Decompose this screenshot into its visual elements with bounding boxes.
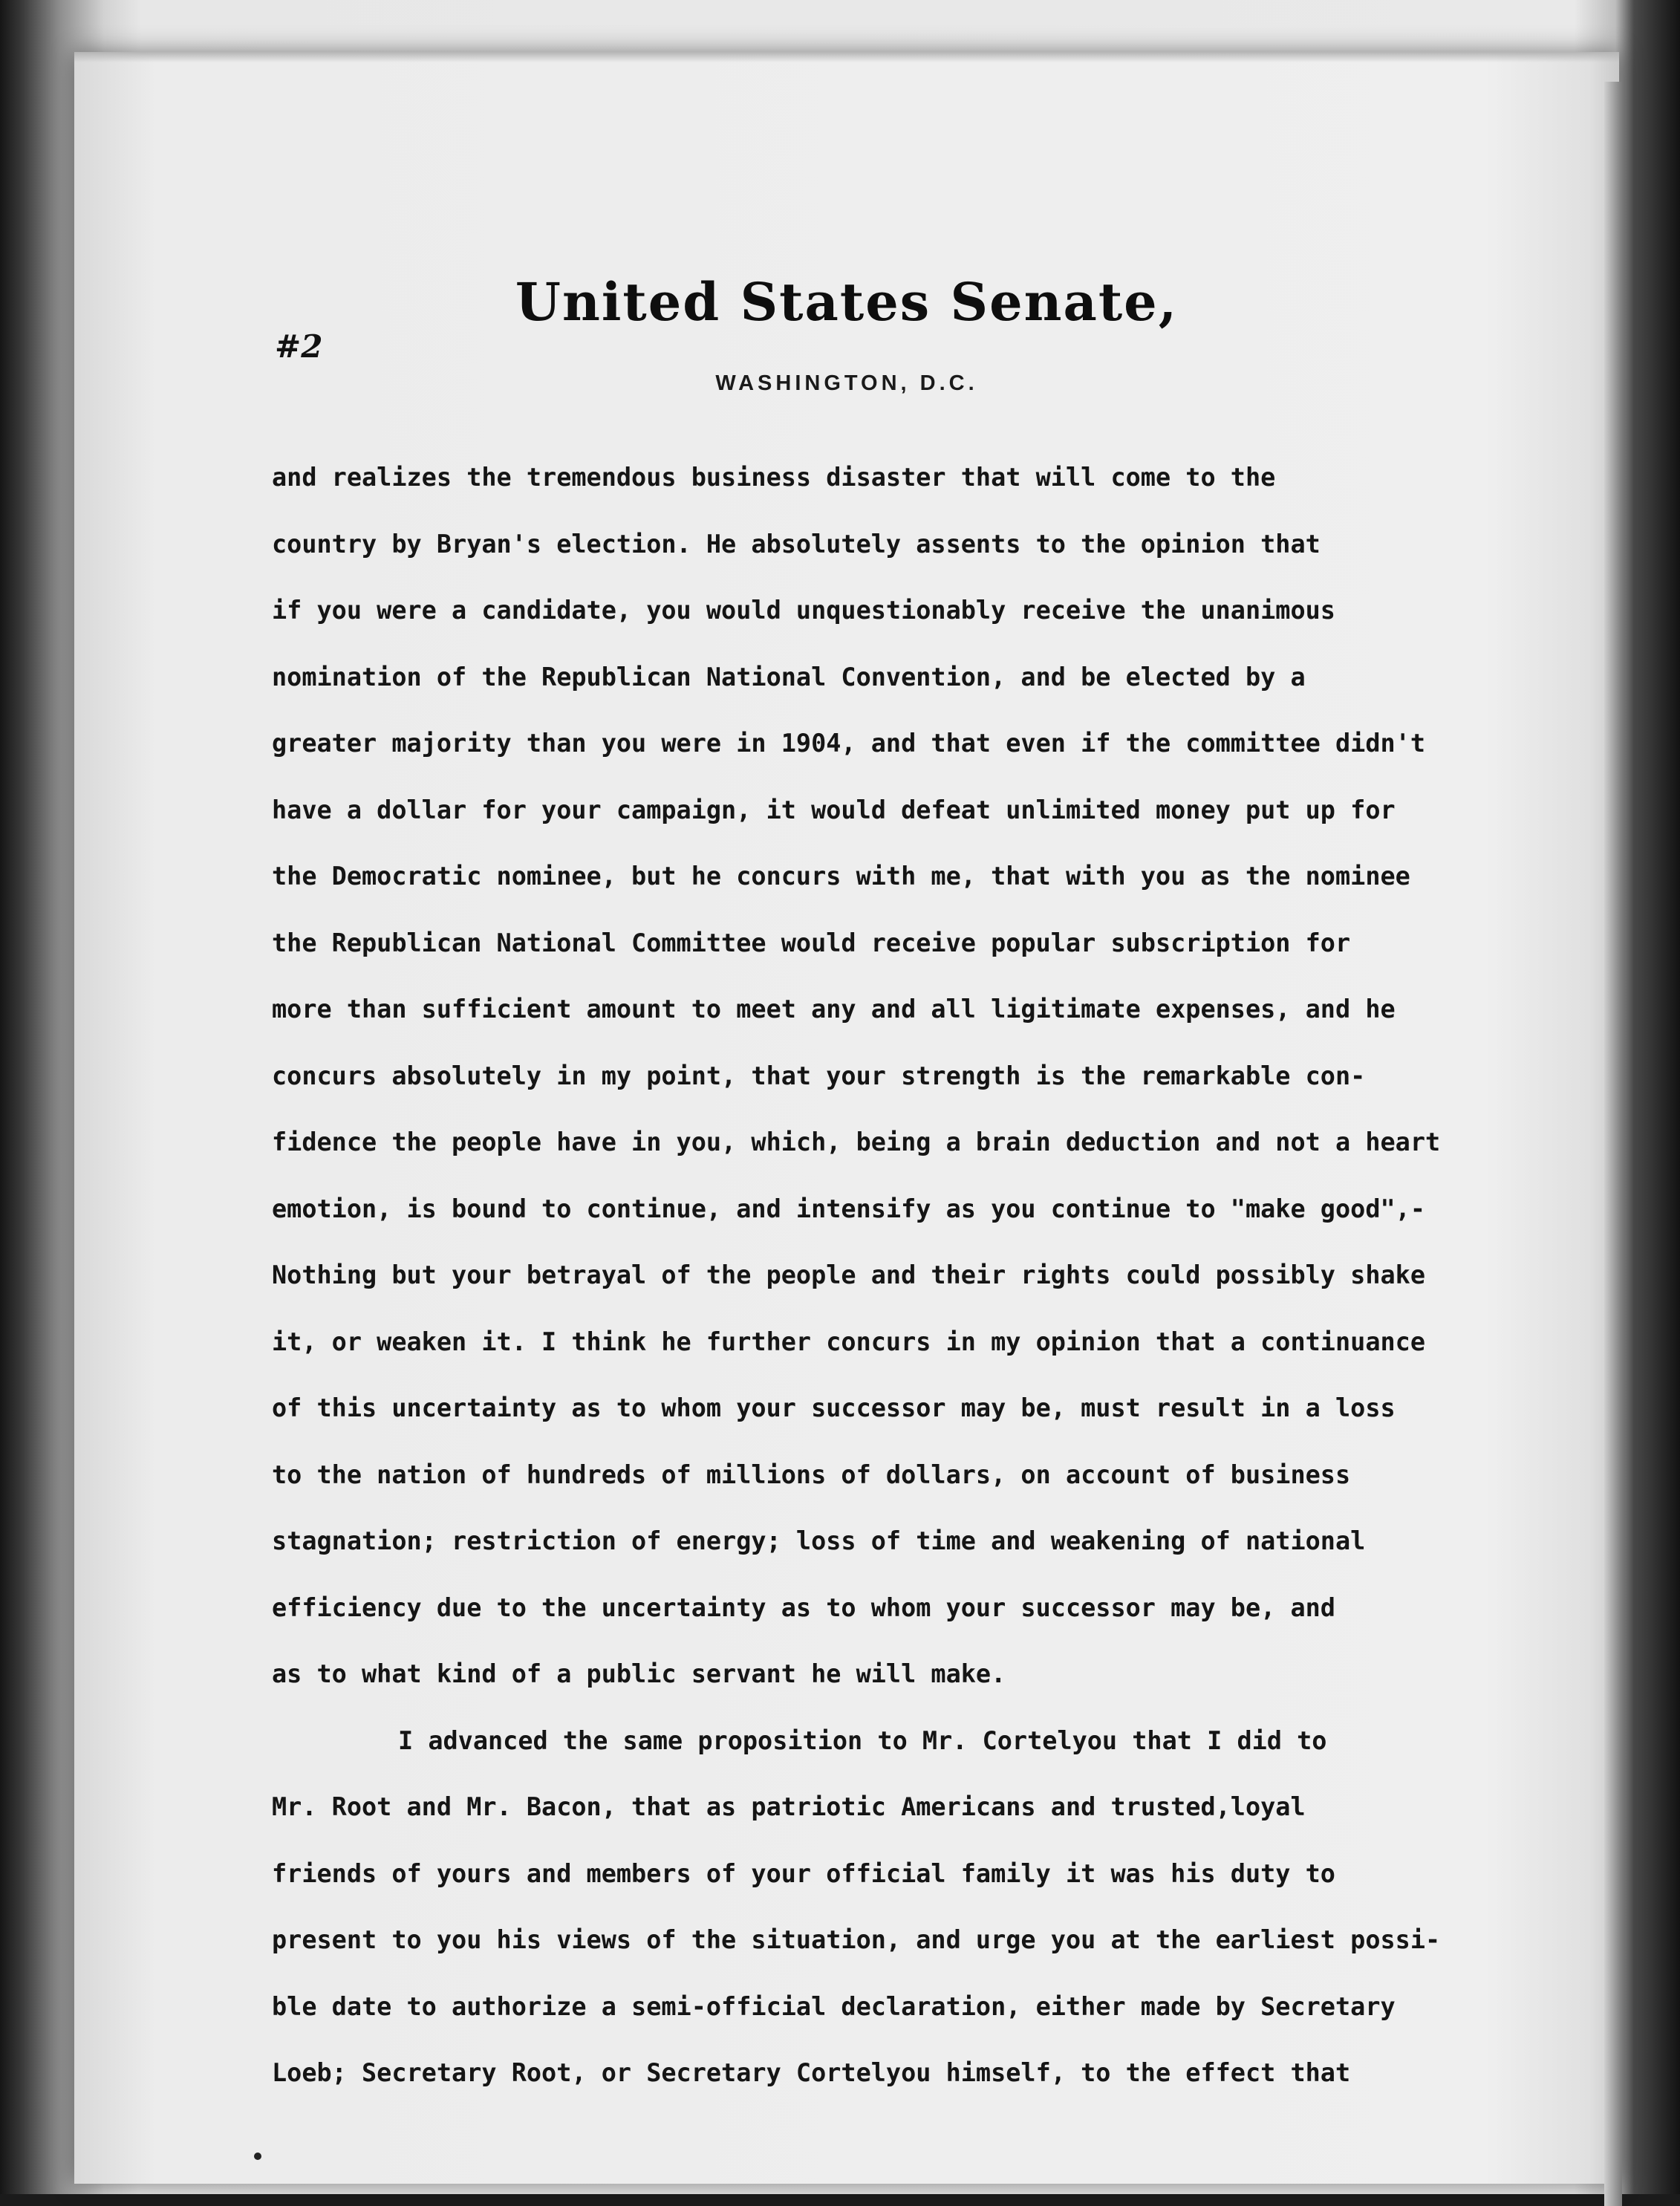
body-line: as to what kind of a public servant he will make. <box>272 1659 1006 1688</box>
body-line: Mr. Root and Mr. Bacon, that as patriotic Americans and trusted,loyal <box>272 1792 1306 1821</box>
body-line: fidence the people have in you, which, being a brain deduction and not a heart <box>272 1128 1441 1156</box>
letterhead-title: United States Senate, <box>515 271 1179 333</box>
letter-body <box>272 444 1624 2106</box>
body-line: it, or weaken it. I think he further concurs in my opinion that a continuance <box>272 1327 1425 1356</box>
letterhead-city: WASHINGTON, D.C. <box>715 371 978 395</box>
body-line: ble date to authorize a semi-official declaration, either made by Secretary <box>272 1991 1396 2021</box>
body-line: friends of yours and members of your official family it was his duty to <box>272 1858 1335 1888</box>
body-line: efficiency due to the uncertainty as to whom your successor may be, and <box>272 1592 1335 1622</box>
body-line: of this uncertainty as to whom your successor may be, must result in a loss <box>272 1393 1396 1422</box>
body-line: Loeb; Secretary Root, or Secretary Cortelyou himself, to the effect that <box>272 2058 1351 2087</box>
body-line: greater majority than you were in 1904, and that even if the committee didn't <box>272 729 1425 758</box>
ink-dot <box>254 2153 261 2160</box>
body-line-paragraph-start: I advanced the same proposition to Mr. Cortelyou that I did to <box>398 1725 1327 1755</box>
body-line: emotion, is bound to continue, and intensify as you continue to "make good",- <box>272 1194 1425 1223</box>
body-line: if you were a candidate, you would unquestionably receive the unanimous <box>272 596 1335 625</box>
body-line: more than sufficient amount to meet any and all ligitimate expenses, and he <box>272 995 1396 1024</box>
letter-sheet <box>74 52 1619 2184</box>
page-number: #2 <box>275 328 323 365</box>
body-line: present to you his views of the situation, and urge you at the earliest possi- <box>272 1925 1441 1954</box>
body-line: stagnation; restriction of energy; loss of time and weakening of national <box>272 1526 1366 1555</box>
body-line: the Republican National Committee would receive popular subscription for <box>272 928 1351 957</box>
body-line: nomination of the Republican National Convention, and be elected by a <box>272 662 1306 692</box>
sheet-top-shadow <box>74 52 1619 62</box>
body-line: concurs absolutely in my point, that your strength is the remarkable con- <box>272 1061 1366 1090</box>
body-line: and realizes the tremendous business disaster that will come to the <box>272 463 1276 492</box>
body-line: Nothing but your betrayal of the people and their rights could possibly shake <box>272 1260 1425 1289</box>
body-line: have a dollar for your campaign, it would defeat unlimited money put up for <box>272 795 1396 824</box>
body-line: the Democratic nominee, but he concurs with me, that with you as the nominee <box>272 862 1410 891</box>
body-line: to the nation of hundreds of millions of dollars, on account of business <box>272 1460 1351 1489</box>
body-line: country by Bryan's election. He absolutely assents to the opinion that <box>272 529 1321 559</box>
